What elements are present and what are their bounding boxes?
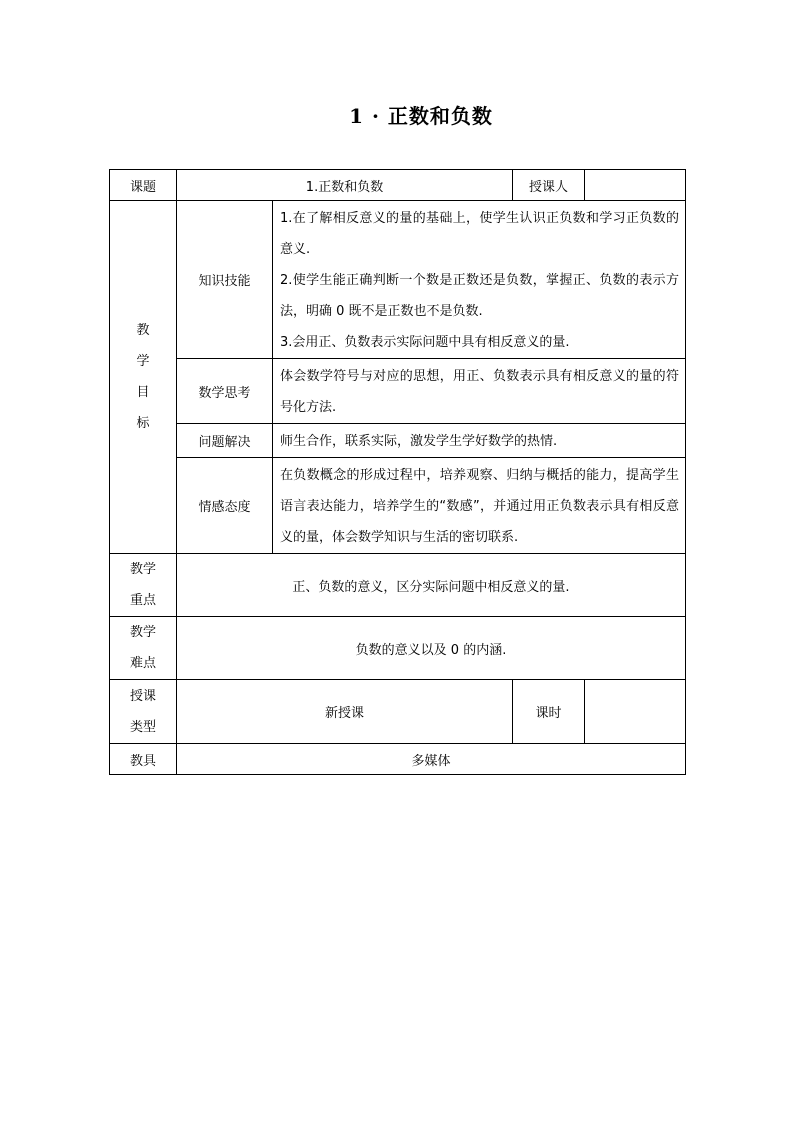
objective-content: 在负数概念的形成过程中，培养观察、归纳与概括的能力，提高学生语言表达能力，培养学生的“数感”，并通过用正负数表示具有相反意义的量，体会数学知识与生活的密切联系.	[273, 458, 686, 554]
objective-category: 数学思考	[177, 359, 273, 424]
hours-label: 课时	[513, 680, 585, 744]
objective-category: 情感态度	[177, 458, 273, 554]
objective-category: 问题解决	[177, 424, 273, 458]
topic-value: 1.正数和负数	[177, 170, 513, 201]
key-point-label: 教学 重点	[110, 554, 177, 617]
topic-label: 课题	[110, 170, 177, 201]
objective-content: 体会数学符号与对应的思想，用正、负数表示具有相反意义的量的符号化方法.	[273, 359, 686, 424]
objective-row-thinking	[110, 359, 686, 424]
hours-value	[585, 680, 686, 744]
objective-row-attitude	[110, 458, 686, 554]
lesson-plan-table	[109, 169, 686, 775]
objectives-label: 教 学 目 标	[110, 201, 177, 554]
objective-content: 师生合作，联系实际，激发学生学好数学的热情.	[273, 424, 686, 458]
tools-value: 多媒体	[177, 744, 686, 775]
document-title: 1 · 正数和负数	[349, 104, 493, 128]
objective-row-knowledge	[110, 201, 686, 359]
teacher-value	[585, 170, 686, 201]
topic-row	[110, 170, 686, 201]
tools-label: 教具	[110, 744, 177, 775]
lesson-type-label: 授课 类型	[110, 680, 177, 744]
objective-content: 1.在了解相反意义的量的基础上，使学生认识正负数和学习正负数的意义. 2.使学生能正确判断一个数是正数还是负数，掌握正、负数的表示方法，明确 0 既不是正数也不是负数. 3.会用正、负数表示实际问题中具有相反意义的量.	[273, 201, 686, 359]
difficulty-value: 负数的意义以及 0 的内涵.	[177, 617, 686, 680]
difficulty-row	[110, 617, 686, 680]
tools-row	[110, 744, 686, 775]
objective-row-problem	[110, 424, 686, 458]
lesson-type-value: 新授课	[177, 680, 513, 744]
key-point-row	[110, 554, 686, 617]
key-point-value: 正、负数的意义，区分实际问题中相反意义的量.	[177, 554, 686, 617]
objective-category: 知识技能	[177, 201, 273, 359]
difficulty-label: 教学 难点	[110, 617, 177, 680]
lesson-type-row	[110, 680, 686, 744]
teacher-label: 授课人	[513, 170, 585, 201]
